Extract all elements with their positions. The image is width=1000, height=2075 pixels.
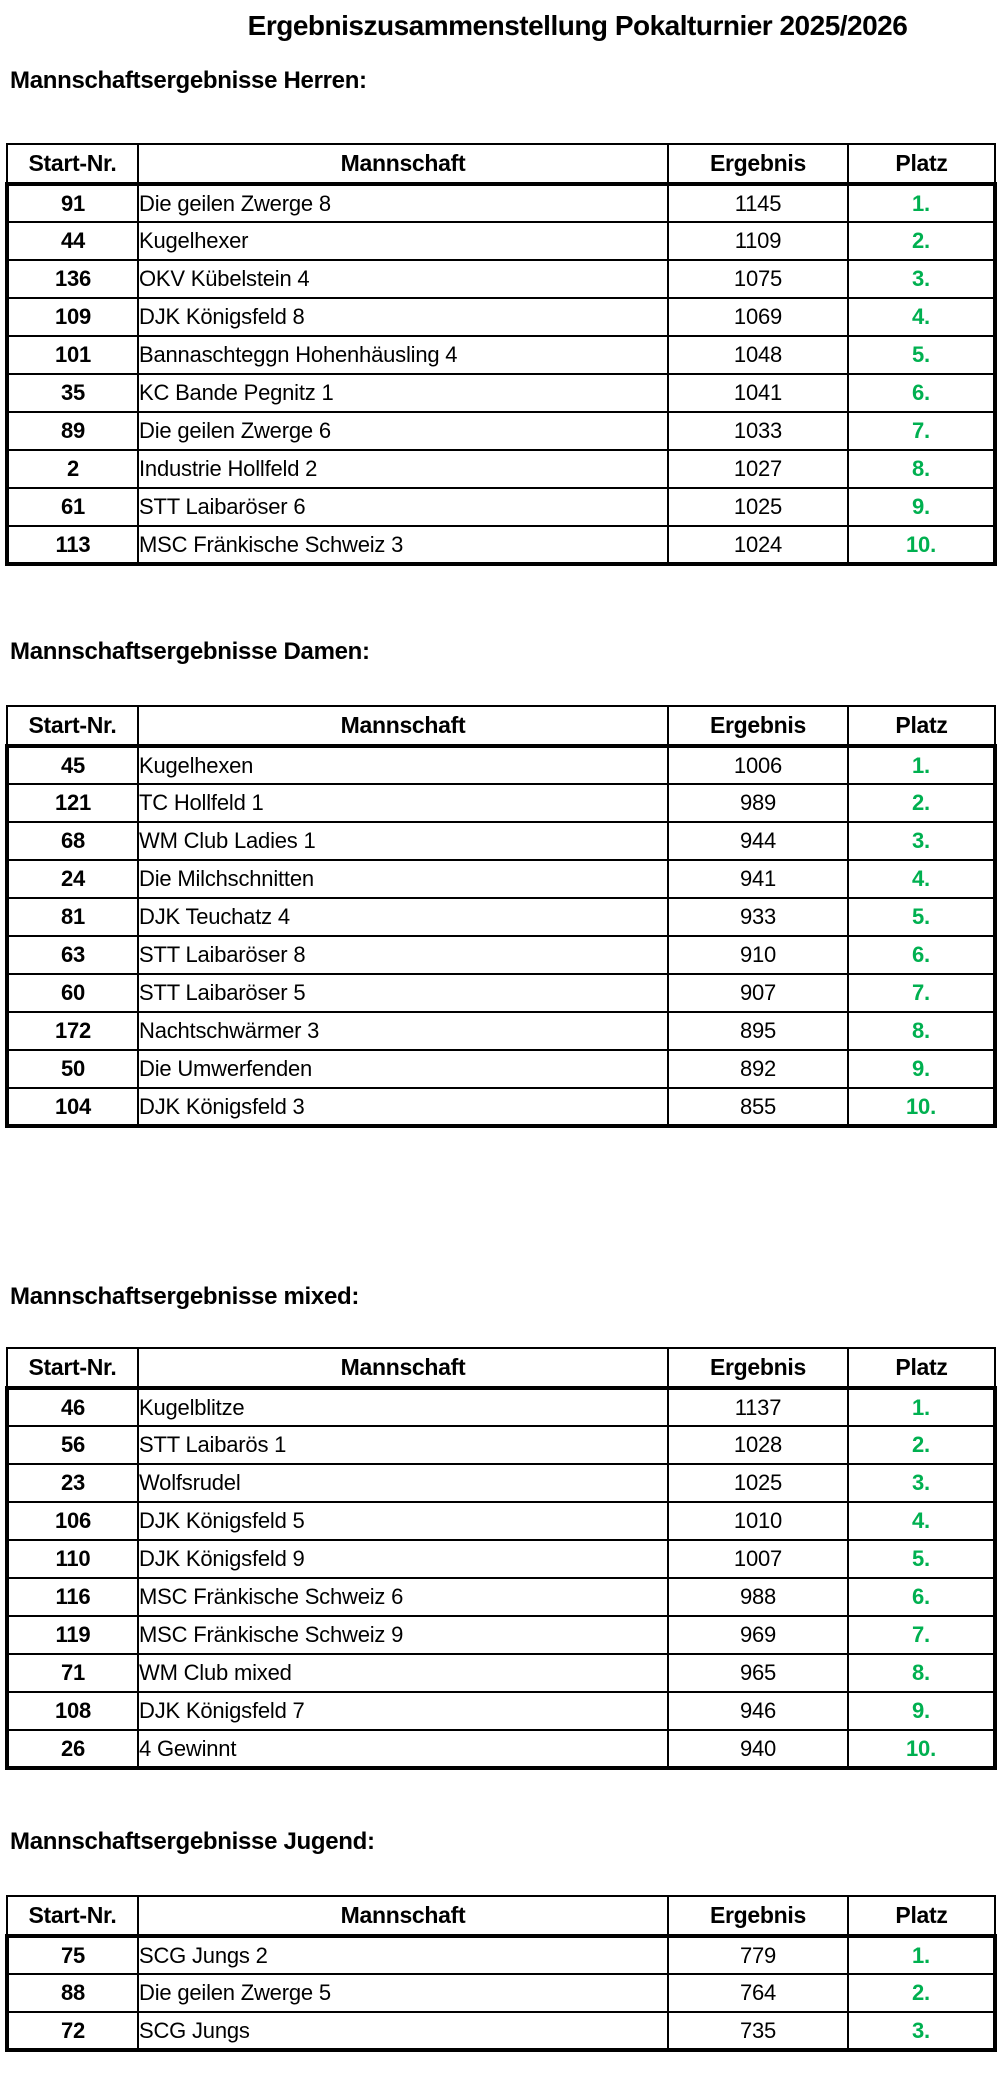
- cell-start-nr: 61: [7, 488, 138, 526]
- header-row: [7, 1896, 995, 1936]
- cell-ergebnis: 855: [668, 1088, 848, 1126]
- table-row: [7, 450, 995, 488]
- column-header-mannschaft: Mannschaft: [138, 706, 668, 746]
- cell-start-nr: 2: [7, 450, 138, 488]
- cell-mannschaft: DJK Teuchatz 4: [138, 898, 668, 936]
- cell-ergebnis: 892: [668, 1050, 848, 1088]
- cell-ergebnis: 1033: [668, 412, 848, 450]
- cell-ergebnis: 946: [668, 1692, 848, 1730]
- cell-platz: 2.: [848, 1974, 995, 2012]
- cell-platz: 4.: [848, 860, 995, 898]
- cell-ergebnis: 1145: [668, 184, 848, 222]
- section-heading-herren: Mannschaftsergebnisse Herren:: [10, 67, 367, 94]
- cell-mannschaft: WM Club Ladies 1: [138, 822, 668, 860]
- column-header-platz: Platz: [848, 1348, 995, 1388]
- cell-start-nr: 45: [7, 746, 138, 784]
- column-header-ergebnis: Ergebnis: [668, 1348, 848, 1388]
- cell-ergebnis: 1137: [668, 1388, 848, 1426]
- cell-ergebnis: 1027: [668, 450, 848, 488]
- cell-mannschaft: Kugelhexen: [138, 746, 668, 784]
- cell-start-nr: 56: [7, 1426, 138, 1464]
- table-row: [7, 260, 995, 298]
- cell-mannschaft: DJK Königsfeld 5: [138, 1502, 668, 1540]
- cell-ergebnis: 965: [668, 1654, 848, 1692]
- cell-start-nr: 63: [7, 936, 138, 974]
- column-header-ergebnis: Ergebnis: [668, 706, 848, 746]
- section-heading-jugend: Mannschaftsergebnisse Jugend:: [10, 1828, 375, 1855]
- cell-ergebnis: 1006: [668, 746, 848, 784]
- table-row: [7, 1088, 995, 1126]
- cell-ergebnis: 1109: [668, 222, 848, 260]
- cell-mannschaft: DJK Königsfeld 7: [138, 1692, 668, 1730]
- cell-ergebnis: 940: [668, 1730, 848, 1768]
- cell-mannschaft: STT Laibarös 1: [138, 1426, 668, 1464]
- table-row: [7, 1426, 995, 1464]
- cell-platz: 1.: [848, 184, 995, 222]
- cell-start-nr: 119: [7, 1616, 138, 1654]
- results-table-damen: [5, 705, 997, 1128]
- cell-platz: 9.: [848, 488, 995, 526]
- cell-mannschaft: DJK Königsfeld 8: [138, 298, 668, 336]
- cell-mannschaft: Die geilen Zwerge 8: [138, 184, 668, 222]
- column-header-start-nr: Start-Nr.: [7, 144, 138, 184]
- table-row: [7, 184, 995, 222]
- cell-start-nr: 121: [7, 784, 138, 822]
- cell-mannschaft: Wolfsrudel: [138, 1464, 668, 1502]
- cell-start-nr: 23: [7, 1464, 138, 1502]
- section-heading-mixed: Mannschaftsergebnisse mixed:: [10, 1283, 360, 1310]
- cell-mannschaft: 4 Gewinnt: [138, 1730, 668, 1768]
- cell-start-nr: 136: [7, 260, 138, 298]
- cell-start-nr: 72: [7, 2012, 138, 2050]
- cell-ergebnis: 1024: [668, 526, 848, 564]
- column-header-platz: Platz: [848, 1896, 995, 1936]
- table-row: [7, 1502, 995, 1540]
- cell-ergebnis: 1010: [668, 1502, 848, 1540]
- cell-platz: 7.: [848, 974, 995, 1012]
- cell-platz: 8.: [848, 1654, 995, 1692]
- cell-ergebnis: 941: [668, 860, 848, 898]
- results-page: [0, 8, 1000, 2052]
- cell-start-nr: 46: [7, 1388, 138, 1426]
- cell-platz: 2.: [848, 222, 995, 260]
- cell-platz: 1.: [848, 1388, 995, 1426]
- cell-ergebnis: 735: [668, 2012, 848, 2050]
- cell-start-nr: 101: [7, 336, 138, 374]
- cell-mannschaft: Kugelblitze: [138, 1388, 668, 1426]
- cell-platz: 1.: [848, 746, 995, 784]
- table-row: [7, 1936, 995, 1974]
- section-damen: [0, 637, 1000, 1128]
- cell-ergebnis: 1025: [668, 1464, 848, 1502]
- cell-mannschaft: STT Laibaröser 6: [138, 488, 668, 526]
- cell-mannschaft: Bannaschteggn Hohenhäusling 4: [138, 336, 668, 374]
- section-heading-damen: Mannschaftsergebnisse Damen:: [10, 638, 370, 665]
- cell-ergebnis: 1041: [668, 374, 848, 412]
- cell-mannschaft: KC Bande Pegnitz 1: [138, 374, 668, 412]
- column-header-ergebnis: Ergebnis: [668, 144, 848, 184]
- cell-platz: 10.: [848, 1730, 995, 1768]
- cell-ergebnis: 910: [668, 936, 848, 974]
- cell-start-nr: 110: [7, 1540, 138, 1578]
- cell-ergebnis: 1048: [668, 336, 848, 374]
- table-row: [7, 936, 995, 974]
- cell-platz: 2.: [848, 1426, 995, 1464]
- cell-platz: 9.: [848, 1692, 995, 1730]
- cell-platz: 7.: [848, 1616, 995, 1654]
- cell-ergebnis: 988: [668, 1578, 848, 1616]
- cell-mannschaft: Die geilen Zwerge 6: [138, 412, 668, 450]
- cell-mannschaft: SCG Jungs 2: [138, 1936, 668, 1974]
- cell-start-nr: 113: [7, 526, 138, 564]
- table-row: [7, 336, 995, 374]
- cell-start-nr: 60: [7, 974, 138, 1012]
- cell-mannschaft: Die Umwerfenden: [138, 1050, 668, 1088]
- cell-start-nr: 106: [7, 1502, 138, 1540]
- table-row: [7, 412, 995, 450]
- column-header-mannschaft: Mannschaft: [138, 144, 668, 184]
- cell-mannschaft: Nachtschwärmer 3: [138, 1012, 668, 1050]
- cell-start-nr: 91: [7, 184, 138, 222]
- cell-start-nr: 88: [7, 1974, 138, 2012]
- cell-platz: 5.: [848, 898, 995, 936]
- table-row: [7, 860, 995, 898]
- cell-start-nr: 35: [7, 374, 138, 412]
- header-row: [7, 706, 995, 746]
- table-row: [7, 1464, 995, 1502]
- table-row: [7, 222, 995, 260]
- cell-start-nr: 89: [7, 412, 138, 450]
- section-herren: [0, 66, 1000, 566]
- cell-mannschaft: Die geilen Zwerge 5: [138, 1974, 668, 2012]
- cell-platz: 2.: [848, 784, 995, 822]
- cell-start-nr: 75: [7, 1936, 138, 1974]
- table-row: [7, 298, 995, 336]
- cell-mannschaft: MSC Fränkische Schweiz 6: [138, 1578, 668, 1616]
- table-row: [7, 974, 995, 1012]
- cell-mannschaft: TC Hollfeld 1: [138, 784, 668, 822]
- cell-start-nr: 116: [7, 1578, 138, 1616]
- cell-ergebnis: 1025: [668, 488, 848, 526]
- results-table-jugend: [5, 1895, 997, 2052]
- table-row: [7, 1974, 995, 2012]
- header-row: [7, 1348, 995, 1388]
- page-title: Ergebniszusammenstellung Pokalturnier 2025/2026: [247, 10, 908, 41]
- cell-start-nr: 26: [7, 1730, 138, 1768]
- cell-start-nr: 104: [7, 1088, 138, 1126]
- cell-platz: 4.: [848, 1502, 995, 1540]
- table-row: [7, 898, 995, 936]
- cell-platz: 5.: [848, 336, 995, 374]
- table-row: [7, 374, 995, 412]
- cell-platz: 8.: [848, 450, 995, 488]
- table-row: [7, 784, 995, 822]
- cell-mannschaft: STT Laibaröser 5: [138, 974, 668, 1012]
- cell-start-nr: 68: [7, 822, 138, 860]
- cell-platz: 10.: [848, 526, 995, 564]
- column-header-start-nr: Start-Nr.: [7, 706, 138, 746]
- cell-mannschaft: MSC Fränkische Schweiz 9: [138, 1616, 668, 1654]
- cell-start-nr: 44: [7, 222, 138, 260]
- cell-ergebnis: 895: [668, 1012, 848, 1050]
- table-row: [7, 1654, 995, 1692]
- table-row: [7, 746, 995, 784]
- cell-platz: 9.: [848, 1050, 995, 1088]
- cell-platz: 3.: [848, 2012, 995, 2050]
- cell-ergebnis: 1007: [668, 1540, 848, 1578]
- cell-start-nr: 81: [7, 898, 138, 936]
- cell-ergebnis: 907: [668, 974, 848, 1012]
- cell-platz: 1.: [848, 1936, 995, 1974]
- cell-platz: 4.: [848, 298, 995, 336]
- cell-mannschaft: Industrie Hollfeld 2: [138, 450, 668, 488]
- cell-start-nr: 24: [7, 860, 138, 898]
- table-row: [7, 526, 995, 564]
- section-jugend: [0, 1827, 1000, 2052]
- cell-ergebnis: 933: [668, 898, 848, 936]
- cell-mannschaft: STT Laibaröser 8: [138, 936, 668, 974]
- cell-platz: 10.: [848, 1088, 995, 1126]
- cell-platz: 3.: [848, 1464, 995, 1502]
- cell-start-nr: 109: [7, 298, 138, 336]
- table-row: [7, 488, 995, 526]
- cell-start-nr: 50: [7, 1050, 138, 1088]
- header-row: [7, 144, 995, 184]
- table-row: [7, 2012, 995, 2050]
- cell-mannschaft: MSC Fränkische Schweiz 3: [138, 526, 668, 564]
- cell-ergebnis: 764: [668, 1974, 848, 2012]
- cell-mannschaft: Die Milchschnitten: [138, 860, 668, 898]
- cell-platz: 7.: [848, 412, 995, 450]
- column-header-mannschaft: Mannschaft: [138, 1896, 668, 1936]
- column-header-ergebnis: Ergebnis: [668, 1896, 848, 1936]
- cell-mannschaft: DJK Königsfeld 9: [138, 1540, 668, 1578]
- section-mixed: [0, 1282, 1000, 1770]
- table-row: [7, 1050, 995, 1088]
- cell-start-nr: 108: [7, 1692, 138, 1730]
- table-row: [7, 1012, 995, 1050]
- cell-start-nr: 71: [7, 1654, 138, 1692]
- cell-platz: 8.: [848, 1012, 995, 1050]
- cell-ergebnis: 969: [668, 1616, 848, 1654]
- cell-mannschaft: SCG Jungs: [138, 2012, 668, 2050]
- table-row: [7, 1388, 995, 1426]
- cell-platz: 6.: [848, 936, 995, 974]
- cell-ergebnis: 989: [668, 784, 848, 822]
- table-row: [7, 1540, 995, 1578]
- table-row: [7, 1616, 995, 1654]
- results-table-mixed: [5, 1347, 997, 1770]
- cell-mannschaft: DJK Königsfeld 3: [138, 1088, 668, 1126]
- cell-ergebnis: 1075: [668, 260, 848, 298]
- results-table-herren: [5, 143, 997, 566]
- cell-platz: 3.: [848, 822, 995, 860]
- cell-mannschaft: Kugelhexer: [138, 222, 668, 260]
- table-row: [7, 1578, 995, 1616]
- cell-ergebnis: 779: [668, 1936, 848, 1974]
- cell-platz: 6.: [848, 1578, 995, 1616]
- table-row: [7, 822, 995, 860]
- column-header-start-nr: Start-Nr.: [7, 1348, 138, 1388]
- cell-mannschaft: WM Club mixed: [138, 1654, 668, 1692]
- cell-ergebnis: 944: [668, 822, 848, 860]
- cell-mannschaft: OKV Kübelstein 4: [138, 260, 668, 298]
- column-header-mannschaft: Mannschaft: [138, 1348, 668, 1388]
- column-header-platz: Platz: [848, 144, 995, 184]
- cell-platz: 3.: [848, 260, 995, 298]
- cell-ergebnis: 1028: [668, 1426, 848, 1464]
- cell-platz: 6.: [848, 374, 995, 412]
- cell-platz: 5.: [848, 1540, 995, 1578]
- table-row: [7, 1692, 995, 1730]
- column-header-platz: Platz: [848, 706, 995, 746]
- cell-ergebnis: 1069: [668, 298, 848, 336]
- cell-start-nr: 172: [7, 1012, 138, 1050]
- column-header-start-nr: Start-Nr.: [7, 1896, 138, 1936]
- table-row: [7, 1730, 995, 1768]
